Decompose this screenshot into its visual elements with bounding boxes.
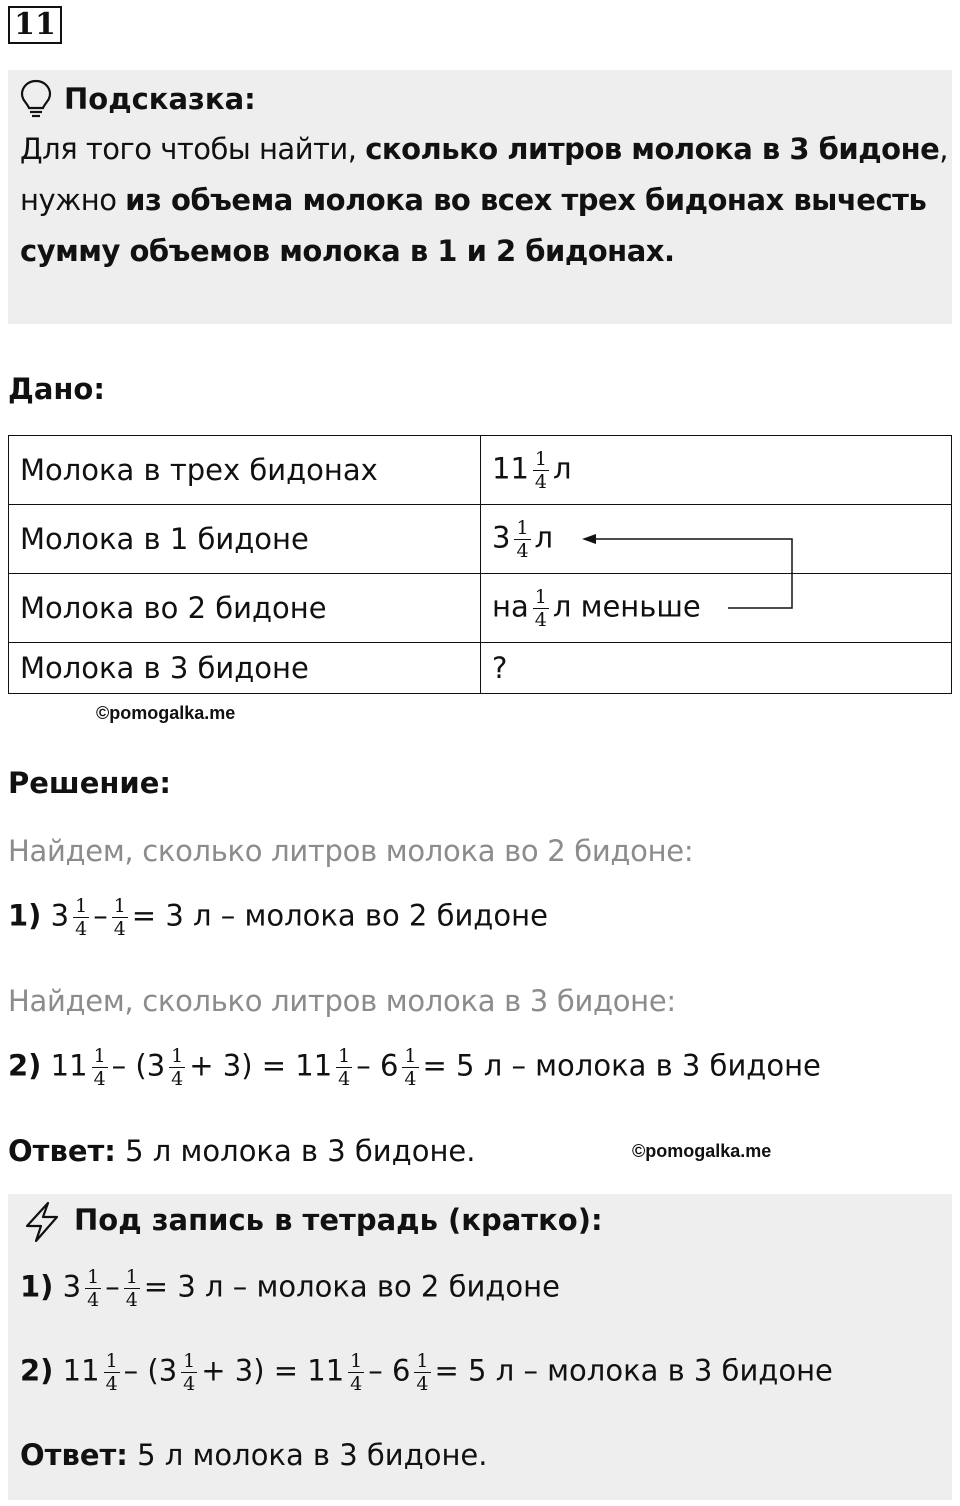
- given-table: [8, 435, 952, 694]
- row-value: 3 $\frac{1}{4}$ л: [481, 505, 952, 574]
- row-label: Молока в 3 бидоне: [9, 643, 481, 694]
- given-title: Дано:: [8, 372, 105, 406]
- task-number: 11: [8, 6, 62, 44]
- table-row: [9, 436, 952, 505]
- row-label: Молока в трех бидонах: [9, 436, 481, 505]
- note-title: Под запись в тетрадь (кратко):: [74, 1203, 603, 1237]
- fraction: $\frac{1}{4}$: [534, 447, 547, 493]
- table-row: [9, 505, 952, 574]
- answer: Ответ: 5 л молока в 3 бидоне.: [8, 1134, 476, 1168]
- solution-step-2: 2) 11 $\frac{1}{4}$ – (3 $\frac{1}{4}$ + 3) = 11 $\frac{1}{4}$ – 6 $\frac{1}{4}$ = 5 л – молока в 3 бидоне: [8, 1045, 821, 1090]
- watermark: ©pomogalka.me: [96, 703, 236, 723]
- solution-title: Решение:: [8, 766, 172, 800]
- find-step-2: Найдем, сколько литров молока в 3 бидоне:: [8, 984, 676, 1018]
- table-row: [9, 643, 952, 694]
- table-row: [9, 574, 952, 643]
- hint-line-1: Для того чтобы найти, сколько литров молока в 3 бидоне,: [20, 132, 948, 166]
- row-label: Молока в 1 бидоне: [9, 505, 481, 574]
- fraction: $\frac{1}{4}$: [534, 585, 547, 631]
- lightbulb-icon: [18, 78, 54, 122]
- note-step-1: 1) 3 $\frac{1}{4}$ – $\frac{1}{4}$ = 3 л – молока во 2 бидоне: [20, 1266, 560, 1311]
- note-answer: Ответ: 5 л молока в 3 бидоне.: [20, 1438, 488, 1472]
- hint-line-3: сумму объемов молока в 1 и 2 бидонах.: [20, 234, 675, 268]
- hint-title: Подсказка:: [64, 82, 256, 116]
- row-value: 11 $\frac{1}{4}$ л: [481, 436, 952, 505]
- solution-step-1: 1) 3 $\frac{1}{4}$ – $\frac{1}{4}$ = 3 л – молока во 2 бидоне: [8, 895, 548, 940]
- lightning-icon: [20, 1200, 64, 1248]
- watermark: ©pomogalka.me: [632, 1141, 772, 1161]
- comparison-arrow: [570, 525, 810, 615]
- row-label: Молока во 2 бидоне: [9, 574, 481, 643]
- fraction: $\frac{1}{4}$: [516, 516, 529, 562]
- row-value: ?: [481, 643, 952, 694]
- row-value: на $\frac{1}{4}$ л меньше: [481, 574, 952, 643]
- note-step-2: 2) 11 $\frac{1}{4}$ – (3 $\frac{1}{4}$ + 3) = 11 $\frac{1}{4}$ – 6 $\frac{1}{4}$ = 5 л – молока в 3 бидоне: [20, 1350, 833, 1395]
- find-step-1: Найдем, сколько литров молока во 2 бидоне:: [8, 834, 694, 868]
- hint-line-2: нужно из объема молока во всех трех бидонах вычесть: [20, 183, 927, 217]
